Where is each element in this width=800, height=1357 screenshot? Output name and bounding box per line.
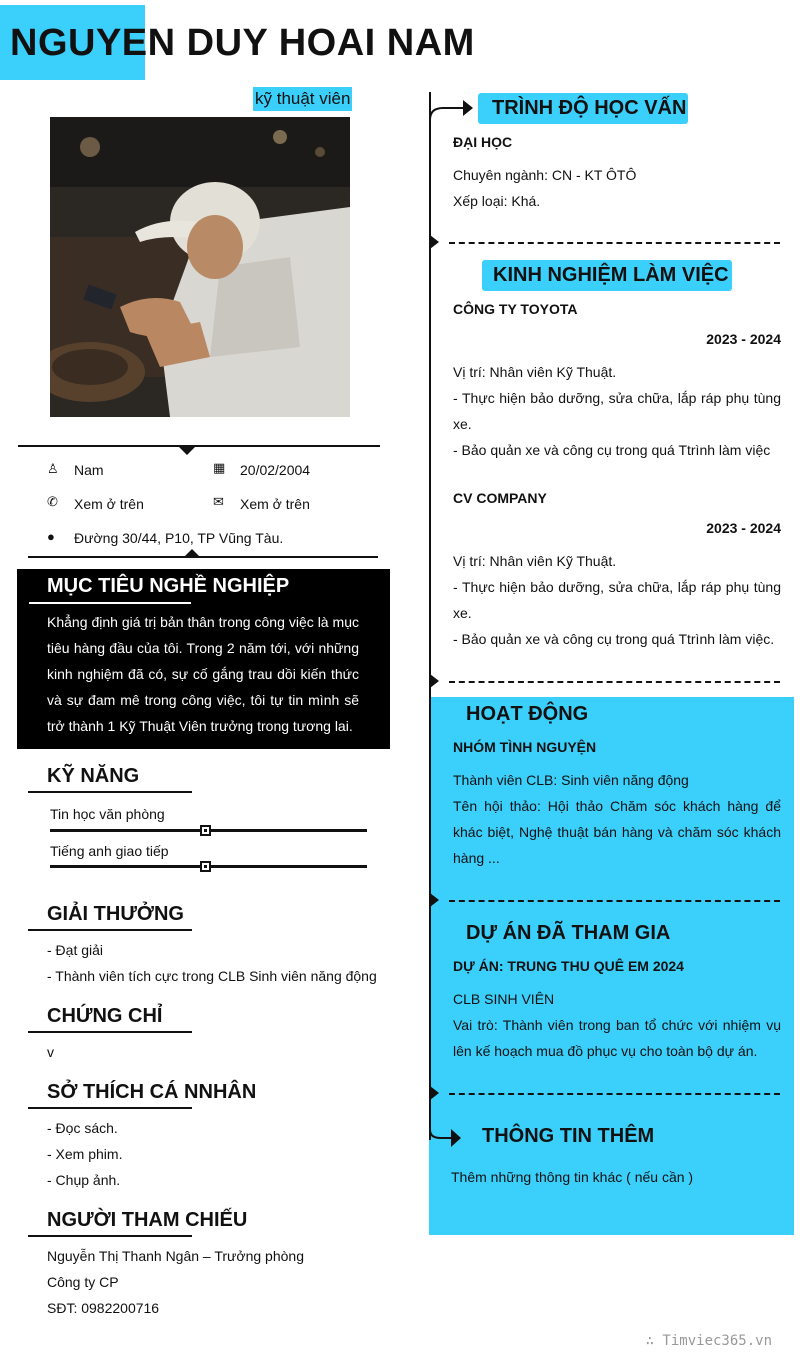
activities-org: NHÓM TÌNH NGUYỆN <box>453 739 597 755</box>
projects-title: DỰ ÁN ĐÃ THAM GIA <box>466 922 671 944</box>
certificates-title-underline <box>28 1031 192 1033</box>
skills-title: KỸ NĂNG <box>47 765 140 787</box>
timeline-start-arrow-icon <box>429 96 475 122</box>
job-company: CÔNG TY TOYOTA <box>453 301 578 317</box>
job-description: - Bảo quản xe và công cụ trong quá Ttrình làm việc. <box>453 631 775 647</box>
skill-level-knob <box>200 825 211 836</box>
project-name: DỰ ÁN: TRUNG THU QUÊ EM 2024 <box>453 958 684 974</box>
gender-value: Nam <box>74 462 104 478</box>
experience-title: KINH NGHIỆM LÀM VIỆC <box>493 264 729 286</box>
hobbies-line: - Chụp ảnh. <box>47 1172 121 1188</box>
job-position: Vị trí: Nhân viên Kỹ Thuật. <box>453 553 617 569</box>
references-line: Công ty CP <box>47 1274 119 1290</box>
location-icon: ● <box>47 529 55 544</box>
references-title-underline <box>28 1235 192 1237</box>
awards-title: GIẢI THƯỞNG <box>47 903 184 925</box>
awards-line: - Đạt giải <box>47 942 104 958</box>
hobbies-line: - Đọc sách. <box>47 1120 118 1136</box>
skill-name: Tin học văn phòng <box>50 806 165 822</box>
section-divider <box>449 1093 780 1095</box>
timeline-line <box>429 92 431 1140</box>
info-top-marker <box>179 447 195 455</box>
email-value: Xem ở trên <box>240 496 310 512</box>
objective-text: Khẳng định giá trị bản thân trong công việc là mục tiêu hàng đầu của tôi. Trong 2 năm tới, với những kinh nghiệm đã có, sự cố gắng trau dồi kiến thức và sự đam mê trong công việc, tôi tự tin mình sẽ trở thành 1 Kỹ Thuật Viên trưởng trong tương lai. <box>47 614 359 734</box>
education-line: Chuyên ngành: CN - KT ÔTÔ <box>453 167 637 183</box>
objective-section <box>17 569 390 749</box>
skill-name: Tiếng anh giao tiếp <box>50 843 169 859</box>
skills-title-underline <box>28 791 192 793</box>
references-line: Nguyễn Thị Thanh Ngân – Trưởng phòng <box>47 1248 304 1264</box>
skill-level-knob <box>200 861 211 872</box>
phone-value: Xem ở trên <box>74 496 144 512</box>
birthday-value: 20/02/2004 <box>240 462 311 478</box>
timeline-marker <box>430 1086 439 1100</box>
section-divider <box>449 900 780 902</box>
awards-line: - Thành viên tích cực trong CLB Sinh viên năng động <box>47 968 377 984</box>
section-divider <box>449 242 780 244</box>
education-line: Xếp loại: Khá. <box>453 193 541 209</box>
profile-photo <box>50 117 350 417</box>
objective-title: MỤC TIÊU NGHỀ NGHIỆP <box>47 575 290 597</box>
job-company: CV COMPANY <box>453 490 547 506</box>
job-position: Vị trí: Nhân viên Kỹ Thuật. <box>453 364 617 380</box>
timeline-end-arrow-icon <box>429 1122 465 1150</box>
hobbies-line: - Xem phim. <box>47 1146 123 1162</box>
project-org: CLB SINH VIÊN <box>453 991 555 1007</box>
user-icon: ♙ <box>47 461 59 476</box>
job-period: 2023 - 2024 <box>706 520 781 536</box>
email-icon: ✉ <box>213 494 224 509</box>
calendar-icon: ▦ <box>213 460 226 475</box>
hobbies-title-underline <box>28 1107 192 1109</box>
hobbies-title: SỞ THÍCH CÁ NNHÂN <box>47 1081 257 1103</box>
info-bottom-rule <box>28 556 378 558</box>
candidate-name: NGUYEN DUY HOAI NAM <box>10 22 475 64</box>
certificates-title: CHỨNG CHỈ <box>47 1005 163 1027</box>
activities-role: Thành viên CLB: Sinh viên năng động <box>453 772 689 788</box>
awards-title-underline <box>28 929 192 931</box>
profile-photo-illustration <box>50 117 350 417</box>
certificates-line: v <box>47 1044 54 1060</box>
phone-icon: ✆ <box>47 494 58 509</box>
address-value: Đường 30/44, P10, TP Vũng Tàu. <box>74 530 284 546</box>
extra-title: THÔNG TIN THÊM <box>482 1125 655 1147</box>
job-description: - Bảo quản xe và công cụ trong quá Ttrình làm việc <box>453 442 771 458</box>
objective-title-underline <box>29 602 191 604</box>
extra-text: Thêm những thông tin khác ( nếu cần ) <box>451 1169 694 1185</box>
project-description: Vai trò: Thành viên trong ban tổ chức với nhiệm vụ lên kế hoạch mua đồ phục vụ cho toàn bộ dự án. <box>453 1017 781 1059</box>
section-divider <box>449 681 780 683</box>
timeline-marker <box>430 674 439 688</box>
job-description: - Thực hiện bảo dưỡng, sửa chữa, lắp ráp phụ tùng xe. <box>453 390 781 432</box>
references-title: NGƯỜI THAM CHIẾU <box>47 1209 248 1231</box>
info-top-rule <box>18 445 380 447</box>
job-title: kỹ thuật viên <box>253 87 352 111</box>
activities-description: Tên hội thảo: Hội thảo Chăm sóc khách hàng để khác biệt, Nghệ thuật bán hàng và chăm sóc khách hàng ... <box>453 798 781 866</box>
footer-brand: ∴ Timviec365.vn <box>645 1333 772 1349</box>
activities-title: HOẠT ĐỘNG <box>466 703 589 725</box>
job-description: - Thực hiện bảo dưỡng, sửa chữa, lắp ráp phụ tùng xe. <box>453 579 781 621</box>
education-school: ĐẠI HỌC <box>453 134 513 150</box>
education-title: TRÌNH ĐỘ HỌC VẤN <box>492 97 687 119</box>
job-period: 2023 - 2024 <box>706 331 781 347</box>
timeline-marker <box>430 893 439 907</box>
references-line: SĐT: 0982200716 <box>47 1300 160 1316</box>
timeline-marker <box>430 235 439 249</box>
